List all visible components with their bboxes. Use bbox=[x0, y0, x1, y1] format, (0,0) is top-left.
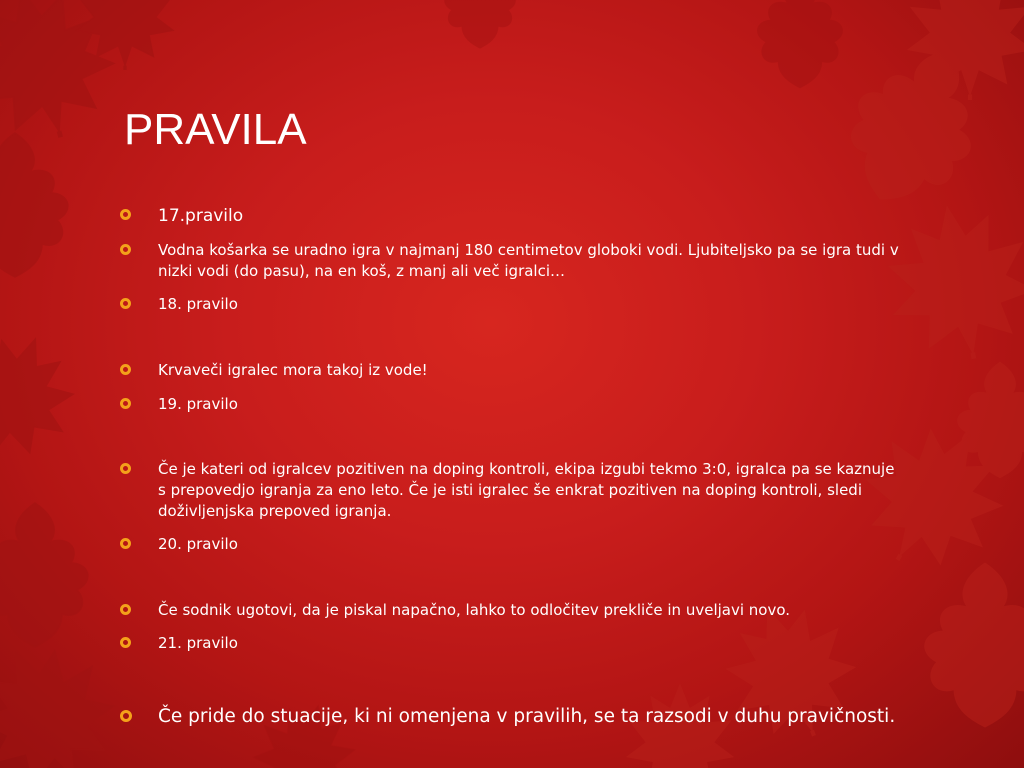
list-item bbox=[158, 459, 903, 522]
bullet-text: Če pride do stuacije, ki ni omenjena v pravilih, se ta razsodi v duhu pravičnosti. bbox=[158, 706, 896, 727]
bullet-ring-icon bbox=[120, 364, 131, 375]
bullet-ring-icon bbox=[120, 604, 131, 615]
bullet-text: Če je kateri od igralcev pozitiven na doping kontroli, ekipa izgubi tekmo 3:0, igralca pa se kaznuje s prepovedjo igranja za eno leto. Če je isti igralec še enkrat pozitiven na doping kontroli, sledi doživljenjska prepoved igranja. bbox=[158, 460, 895, 520]
list-item bbox=[158, 600, 903, 621]
list-item bbox=[158, 704, 903, 729]
list-item bbox=[158, 294, 903, 315]
list-item bbox=[158, 633, 903, 654]
bullet-text: Če sodnik ugotovi, da je piskal napačno, lahko to odločitev prekliče in uveljavi novo. bbox=[158, 601, 791, 619]
bullet-ring-icon bbox=[120, 298, 131, 309]
bullet-text: Krvaveči igralec mora takoj iz vode! bbox=[158, 361, 428, 379]
bullet-ring-icon bbox=[120, 463, 131, 474]
bullet-ring-icon bbox=[120, 209, 131, 220]
bullet-ring-icon bbox=[120, 244, 131, 255]
bullet-text: 18. pravilo bbox=[158, 295, 238, 313]
bullet-text: 20. pravilo bbox=[158, 535, 238, 553]
list-item bbox=[158, 240, 903, 282]
list-item bbox=[158, 205, 903, 227]
bullet-text: Vodna košarka se uradno igra v najmanj 180 centimetov globoki vodi. Ljubiteljsko pa se igra tudi v nizki vodi (do pasu), na en koš, z manj ali več igralci… bbox=[158, 241, 899, 280]
slide-title: PRAVILA bbox=[124, 105, 307, 154]
bullet-ring-icon bbox=[120, 538, 131, 549]
bullet-text: 17.pravilo bbox=[158, 206, 244, 226]
list-item bbox=[158, 360, 903, 381]
bullet-text: 21. pravilo bbox=[158, 634, 238, 652]
bullet-ring-icon bbox=[120, 637, 131, 648]
list-item bbox=[158, 534, 903, 555]
bullet-ring-icon bbox=[120, 710, 132, 722]
list-item bbox=[158, 394, 903, 415]
bullet-ring-icon bbox=[120, 398, 131, 409]
bullet-text: 19. pravilo bbox=[158, 395, 238, 413]
